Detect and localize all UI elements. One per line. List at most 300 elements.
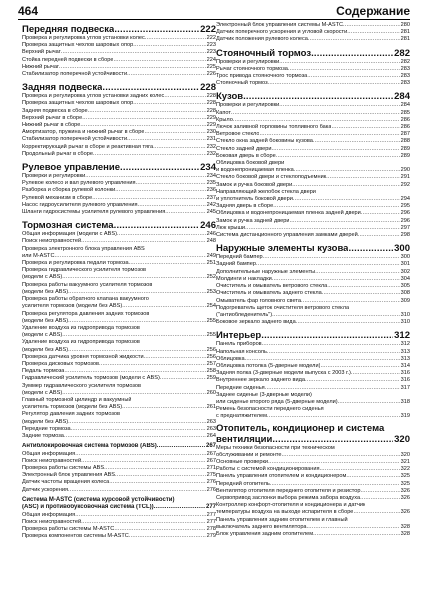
toc-entry[interactable]	[216, 196, 410, 203]
dot-leader	[294, 167, 400, 174]
toc-entry[interactable]	[216, 203, 410, 210]
toc-entry[interactable]	[22, 339, 216, 346]
toc-entry-page: 286	[400, 116, 410, 123]
toc-entry-page: 226	[206, 71, 216, 78]
toc-entry[interactable]	[216, 254, 410, 261]
toc-entry-title: Облицовка и водонепроницаемая пленка задней двери	[216, 210, 361, 217]
section-heading[interactable]: Рулевое управление ..... 234	[22, 162, 216, 173]
toc-entry-page: 235	[206, 180, 216, 187]
toc-entry-title: Стекло задней двери	[216, 145, 272, 152]
toc-entry[interactable]	[216, 377, 410, 384]
toc-entry-page: 313	[400, 355, 410, 362]
toc-entry-title: Поиск неисправностей	[22, 519, 82, 526]
toc-entry-title: Передний отопитель	[216, 480, 270, 487]
toc-entry-title: Проверки и регулировки	[216, 102, 280, 109]
dot-leader	[259, 131, 399, 138]
toc-entry-title: Главный тормозной цилиндр и вакуумный	[22, 396, 132, 403]
toc-entry-title: Общая информация	[22, 511, 76, 518]
dot-leader	[71, 426, 206, 433]
toc-entry-page: 223	[206, 49, 216, 56]
toc-entry[interactable]	[216, 102, 410, 109]
dot-leader	[153, 144, 206, 151]
toc-entry[interactable]	[22, 209, 216, 216]
section-heading-line[interactable]: Отопитель, кондиционер и система	[216, 422, 385, 434]
toc-entry-page: 256	[206, 346, 216, 353]
toc-entry[interactable]	[216, 36, 410, 43]
toc-entry[interactable]	[216, 80, 410, 87]
toc-entry[interactable]	[216, 283, 410, 290]
toc-entry[interactable]	[22, 404, 216, 411]
toc-entry[interactable]	[22, 267, 216, 274]
toc-entry[interactable]	[216, 29, 410, 36]
toc-entry[interactable]	[216, 413, 410, 420]
dot-leader	[313, 138, 400, 145]
dot-leader	[114, 526, 205, 533]
toc-entry[interactable]	[22, 35, 216, 42]
dot-leader	[59, 64, 206, 71]
toc-entry-title: Омыватель фар головного света	[216, 297, 301, 304]
dot-leader	[313, 531, 400, 538]
section-heading[interactable]: Кузов ..... 284	[216, 91, 410, 102]
toc-entry-page: 271	[206, 465, 216, 472]
toc-entry-page: 263	[206, 418, 216, 425]
toc-entry-page: 267	[206, 457, 216, 464]
toc-entry[interactable]	[216, 261, 410, 268]
toc-entry[interactable]	[22, 526, 216, 533]
toc-entry[interactable]	[216, 481, 410, 488]
toc-entry[interactable]	[216, 22, 410, 29]
toc-entry[interactable]	[216, 524, 410, 531]
toc-entry-title: Облицовка потолка (5-дверные модели)	[216, 362, 321, 369]
toc-entry[interactable]	[22, 361, 216, 368]
toc-entry[interactable]	[22, 426, 216, 433]
toc-entry-page: 310	[400, 319, 410, 326]
toc-entry-page: 310	[400, 311, 410, 318]
toc-entry-page: 260	[206, 389, 216, 396]
dot-leader	[99, 361, 206, 368]
toc-entry-title: Удаление воздуха из гидропривода тормозов	[22, 324, 140, 331]
dot-leader	[231, 110, 400, 117]
toc-entry-title: Стекло окна задней боковины кузова	[216, 138, 313, 145]
section-heading[interactable]: Передняя подвеска ..... 222	[22, 24, 216, 35]
dot-leader	[331, 124, 399, 131]
toc-entry[interactable]	[216, 167, 410, 174]
toc-entry[interactable]	[22, 57, 216, 64]
toc-entry-page: 264	[206, 432, 216, 439]
toc-entry[interactable]	[216, 399, 410, 406]
toc-entry[interactable]	[216, 370, 410, 377]
toc-entry[interactable]	[216, 225, 410, 232]
dot-leader	[85, 173, 205, 180]
toc-entry[interactable]	[22, 472, 216, 479]
toc-entry[interactable]	[22, 289, 216, 296]
toc-entry-title: Облицовка	[216, 355, 245, 362]
toc-entry-page: 277	[206, 519, 216, 526]
toc-entry-page: 263	[206, 425, 216, 432]
toc-entry-page: 290	[400, 167, 410, 174]
toc-entry[interactable]	[22, 108, 216, 115]
toc-entry-page: 261	[206, 404, 216, 411]
toc-entry-title: Проверка гидравлического усилителя тормозов	[22, 267, 147, 274]
toc-entry-page: 258	[206, 368, 216, 375]
toc-entry-title: (модели без ABS)	[22, 418, 69, 425]
toc-entry[interactable]	[216, 466, 410, 473]
toc-entry[interactable]	[22, 274, 216, 281]
dot-leader	[347, 29, 399, 36]
toc-entry[interactable]	[216, 305, 410, 312]
toc-entry[interactable]: или M-ASTC ..... 249	[22, 253, 216, 260]
toc-entry-page: 224	[206, 56, 216, 63]
toc-entry-page: 278	[206, 526, 216, 533]
dot-leader	[138, 202, 206, 209]
toc-entry[interactable]	[216, 445, 410, 452]
toc-entry-title: Нижний рычаг в сборе	[22, 122, 81, 129]
toc-entry-title: Очиститель и омыватель заднего стекла	[216, 290, 322, 297]
toc-entry-title: Замок и ручка боковой двери	[216, 181, 293, 188]
toc-entry[interactable]	[22, 49, 216, 56]
toc-entry[interactable]	[216, 124, 410, 131]
toc-entry-page: 328	[400, 523, 410, 530]
toc-entry[interactable]	[22, 180, 216, 187]
toc-entry-title: Электронный блок управления ABS	[22, 472, 116, 479]
toc-entry[interactable]	[216, 531, 410, 538]
toc-entry-title: Удаление воздуха из гидропривода тормозов	[22, 339, 140, 346]
dot-leader	[288, 66, 400, 73]
toc-entry[interactable]	[216, 385, 410, 392]
toc-entry-title: Проверка дисковых тормозов	[22, 360, 99, 367]
toc-entry[interactable]	[216, 349, 410, 356]
toc-entry-page: 317	[400, 384, 410, 391]
dot-leader	[358, 232, 400, 239]
toc-entry[interactable]	[22, 260, 216, 267]
toc-entry[interactable]	[22, 390, 216, 397]
toc-entry[interactable]	[22, 383, 216, 390]
toc-entry-page: 298	[400, 232, 410, 239]
toc-entry[interactable]	[22, 397, 216, 404]
section-heading[interactable]: (ASC) и противобуксовочная система (TCL)) ..... 277	[22, 504, 216, 512]
dot-leader	[145, 35, 206, 42]
toc-entry[interactable]	[216, 502, 410, 509]
section-heading-line[interactable]: Система M-ASTC (система курсовой устойчивости)	[22, 496, 175, 503]
toc-entry-title: Очиститель и омыватель ветрового стекла	[216, 283, 328, 290]
toc-entry[interactable]	[22, 347, 216, 354]
toc-entry[interactable]	[216, 146, 410, 153]
toc-entry[interactable]	[216, 269, 410, 276]
page-number: 464	[18, 4, 39, 18]
toc-entry-page: 297	[400, 224, 410, 231]
section-heading[interactable]: Интерьер ..... 312	[216, 330, 410, 341]
section-heading[interactable]: Задняя подвеска ..... 228	[22, 82, 216, 93]
toc-entry[interactable]	[216, 138, 410, 145]
toc-entry-page: 284	[400, 102, 410, 109]
dot-leader	[296, 319, 400, 326]
toc-entry[interactable]	[216, 312, 410, 319]
toc-entry[interactable]	[22, 129, 216, 136]
toc-entry[interactable]	[216, 117, 410, 124]
toc-entry[interactable]	[22, 100, 216, 107]
toc-entry-page: 325	[400, 473, 410, 480]
toc-entry[interactable]	[216, 110, 410, 117]
toc-entry[interactable]	[22, 368, 216, 375]
toc-entry-page: 223	[206, 42, 216, 49]
dot-leader	[144, 129, 205, 136]
toc-entry[interactable]	[216, 517, 410, 524]
toc-entry-title: Проверки и регулировки	[22, 173, 86, 180]
dot-leader	[245, 356, 400, 363]
toc-entry[interactable]	[22, 231, 216, 238]
dot-leader	[265, 385, 400, 392]
toc-entry-page: 245	[206, 209, 216, 216]
section-heading[interactable]: вентиляции ..... 320	[216, 434, 410, 445]
toc-entry-title: Проверки и регулировки	[216, 58, 280, 65]
toc-entry-page: 300	[400, 254, 410, 261]
toc-entry[interactable]	[216, 406, 410, 413]
toc-entry[interactable]	[216, 392, 410, 399]
toc-entry[interactable]	[216, 59, 410, 66]
toc-entry-page: 304	[400, 275, 410, 282]
dot-leader	[361, 210, 400, 217]
toc-entry[interactable]	[22, 479, 216, 486]
toc-entry[interactable]	[22, 519, 216, 526]
toc-entry-title: (модели без ABS)	[22, 346, 69, 353]
toc-entry[interactable]	[22, 195, 216, 202]
toc-entry[interactable]	[22, 173, 216, 180]
toc-entry-page: 252	[206, 274, 216, 281]
toc-entry[interactable]	[22, 318, 216, 325]
toc-entry[interactable]	[22, 64, 216, 71]
toc-entry[interactable]	[216, 276, 410, 283]
toc-entry[interactable]	[216, 495, 410, 502]
dot-leader	[62, 274, 205, 281]
toc-entry[interactable]	[216, 363, 410, 370]
dot-leader	[320, 466, 400, 473]
toc-entry[interactable]	[22, 311, 216, 318]
toc-entry-page: 287	[400, 131, 410, 138]
dot-leader	[81, 458, 206, 465]
dot-leader	[315, 269, 399, 276]
toc-entry[interactable]	[22, 458, 216, 465]
toc-entry-page: 267	[206, 450, 216, 457]
toc-entry-title: ("антиобледенитель")	[216, 311, 273, 318]
section-heading[interactable]: Наружные элементы кузова ..... 300	[216, 243, 410, 254]
toc-entry-page: 229	[206, 122, 216, 129]
toc-entry-page: 282	[400, 58, 410, 65]
section-heading[interactable]: Тормозная система ..... 246	[22, 220, 216, 231]
toc-entry-page: 281	[400, 36, 410, 43]
toc-right-column	[216, 22, 410, 538]
dot-leader	[136, 180, 206, 187]
toc-entry[interactable]	[216, 473, 410, 480]
section-heading[interactable]: Стояночный тормоз ..... 282	[216, 48, 410, 59]
toc-entry[interactable]	[22, 115, 216, 122]
toc-entry-title: (модели без ABS)	[22, 317, 69, 324]
toc-entry-title: Задняя полка (3-дверные модели выпуска с 2003 г.)	[216, 370, 351, 377]
dot-leader	[262, 341, 400, 348]
toc-entry[interactable]	[216, 356, 410, 363]
toc-entry[interactable]	[216, 73, 410, 80]
toc-entry[interactable]	[22, 512, 216, 519]
toc-entry-page: 286	[400, 124, 410, 131]
toc-entry-page: 294	[400, 196, 410, 203]
toc-entry[interactable]	[216, 153, 410, 160]
section-heading[interactable]: Антиблокировочная система тормозов (ABS) ..... 267	[22, 443, 216, 451]
toc-entry[interactable]	[216, 160, 410, 167]
toc-entry[interactable]	[216, 182, 410, 189]
toc-entry-title: Основные проверки	[216, 458, 269, 465]
dot-leader	[351, 370, 400, 377]
toc-entry[interactable]	[22, 325, 216, 332]
toc-entry-page: 296	[400, 217, 410, 224]
toc-entry-page: 248	[206, 238, 216, 245]
toc-entry[interactable]	[22, 42, 216, 49]
dot-leader	[233, 117, 400, 124]
toc-entry[interactable]	[22, 151, 216, 158]
dot-leader	[272, 276, 400, 283]
toc-entry[interactable]	[216, 290, 410, 297]
toc-entry[interactable]	[216, 210, 410, 217]
toc-entry-page: 230	[206, 129, 216, 136]
toc-entry-page: 305	[400, 283, 410, 290]
toc-entry[interactable]	[216, 319, 410, 326]
toc-entry-title: Внутреннее зеркало заднего вида	[216, 377, 305, 384]
toc-entry-page: 326	[400, 509, 410, 516]
toc-entry-title: Трос привода стояночного тормоза	[216, 73, 308, 80]
toc-entry[interactable]	[22, 375, 216, 382]
toc-entry[interactable]	[22, 202, 216, 209]
toc-entry[interactable]	[216, 488, 410, 495]
toc-entry-page: 319	[400, 413, 410, 420]
toc-entry[interactable]	[22, 411, 216, 418]
toc-entry-title: температуры воздуха на выходе испарителя в сборе	[216, 509, 354, 516]
dot-leader	[75, 512, 205, 519]
dot-leader	[292, 182, 399, 189]
toc-entry[interactable]	[22, 238, 216, 245]
toc-entry-title: Поиск неисправностей	[22, 238, 82, 245]
dot-leader	[133, 100, 205, 107]
toc-entry-title: Контроллер конфорт-отопителя и кондиционера и датчик	[216, 502, 366, 509]
toc-entry-title: Датчик частоты вращения колеса	[22, 479, 110, 486]
toc-entry-page: 313	[400, 348, 410, 355]
toc-entry-title: Датчик поперечного ускорения и угловой скорости	[216, 29, 348, 36]
dot-leader	[113, 57, 205, 64]
toc-entry-page: 232	[206, 150, 216, 157]
toc-entry[interactable]	[22, 433, 216, 440]
toc-entry-title: Боковое зеркало заднего вида	[216, 319, 296, 326]
toc-entry-page: 302	[400, 268, 410, 275]
dot-leader	[360, 495, 400, 502]
toc-entry-title: Рулевой механизм в сборе	[22, 194, 93, 201]
toc-entry-page: 316	[400, 377, 410, 384]
toc-entry[interactable]	[22, 354, 216, 361]
dot-leader	[62, 390, 205, 397]
toc-entry[interactable]	[216, 189, 410, 196]
toc-entry-page: 328	[400, 530, 410, 537]
toc-entry-page: 222	[206, 35, 216, 41]
toc-entry[interactable]	[22, 533, 216, 540]
toc-entry-line[interactable]: Проверка электронного блока управления ABS	[22, 245, 145, 252]
toc-entry-page: 251	[206, 260, 216, 267]
toc-entry-page: 259	[206, 375, 216, 382]
toc-entry-title: Стекло боковой двери и стеклоподъемник	[216, 174, 327, 181]
toc-entry[interactable]	[22, 296, 216, 303]
toc-entry-page: 253	[206, 288, 216, 295]
dot-leader	[82, 115, 205, 122]
toc-entry[interactable]	[22, 282, 216, 289]
toc-entry-title: (модели с ABS)	[22, 274, 63, 281]
dot-leader	[307, 73, 399, 80]
toc-entry[interactable]	[216, 298, 410, 305]
dot-leader	[263, 254, 400, 261]
toc-entry-page: 283	[400, 65, 410, 72]
toc-entry-title: Блок управления задним отопителем	[216, 530, 314, 537]
toc-entry-page: 229	[206, 114, 216, 121]
dot-leader	[361, 488, 400, 495]
toc-entry-page: 321	[400, 458, 410, 465]
toc-entry[interactable]	[22, 122, 216, 129]
toc-entry-page: 296	[400, 210, 410, 217]
toc-entry[interactable]	[22, 93, 216, 100]
toc-entry[interactable]	[22, 487, 216, 494]
toc-entry[interactable]	[216, 174, 410, 181]
toc-entry[interactable]	[22, 187, 216, 194]
dot-leader	[245, 225, 400, 232]
toc-entry[interactable]	[22, 332, 216, 339]
toc-entry-page: 316	[400, 370, 410, 377]
dot-leader	[64, 433, 206, 440]
toc-entry-page: 289	[400, 145, 410, 152]
toc-entry-title: Люк крыши	[216, 224, 246, 231]
toc-entry[interactable]	[216, 232, 410, 239]
toc-left-column	[22, 22, 216, 541]
toc-entry-title: Общая информация (модели с ABS)	[22, 231, 117, 238]
toc-entry[interactable]	[22, 136, 216, 143]
toc-entry-page: 289	[400, 152, 410, 159]
dot-leader	[279, 102, 399, 109]
toc-entry-page: 280	[400, 22, 410, 28]
toc-entry[interactable]	[22, 144, 216, 151]
toc-entry[interactable]	[22, 71, 216, 78]
toc-entry-title: Облицовка боковой двери	[216, 160, 285, 167]
toc-entry[interactable]	[22, 303, 216, 310]
toc-entry-page: 255	[206, 332, 216, 339]
toc-entry[interactable]	[216, 218, 410, 225]
dot-leader	[68, 419, 206, 426]
toc-entry[interactable]	[22, 419, 216, 426]
toc-entry-page: 276	[206, 479, 216, 486]
header-rule	[18, 19, 410, 20]
toc-entry-title: Стойка передней подвески в сборе	[22, 56, 114, 63]
toc-entry[interactable]	[216, 66, 410, 73]
toc-entry[interactable]	[216, 452, 410, 459]
toc-entry[interactable]	[216, 509, 410, 516]
toc-entry[interactable]	[22, 451, 216, 458]
toc-entry-title: Крыло	[216, 116, 233, 123]
toc-entry-title: Задний бампер	[216, 261, 256, 268]
toc-entry-title: Датчик положения рулевого колеса	[216, 36, 308, 43]
toc-entry-title: Передние тормоза	[22, 425, 71, 432]
toc-entry-page: 276	[206, 486, 216, 493]
dot-leader	[267, 349, 400, 356]
toc-entry[interactable]	[216, 131, 410, 138]
toc-entry[interactable]	[216, 459, 410, 466]
toc-entry[interactable]	[216, 341, 410, 348]
toc-entry[interactable]	[22, 465, 216, 472]
toc-entry-title: Стояночный тормоз	[216, 80, 268, 87]
toc-entry-page: 257	[206, 360, 216, 367]
dot-leader	[122, 404, 206, 411]
toc-entry-title: Проверка работы системы M-ASTC	[22, 526, 115, 533]
toc-entry-page: 228	[206, 100, 216, 107]
